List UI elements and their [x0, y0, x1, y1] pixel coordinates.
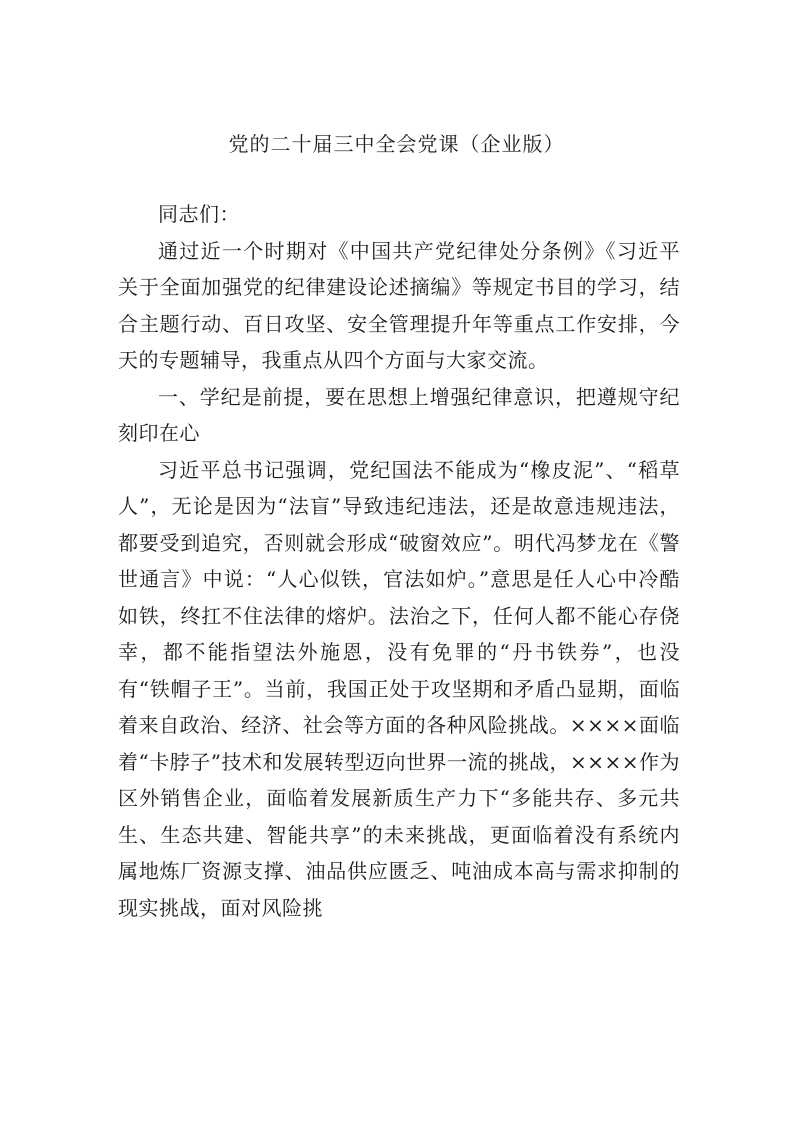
- section-heading-1: 一、学纪是前提，要在思想上增强纪律意识，把遵规守纪刻印在心: [118, 384, 680, 445]
- paragraph-intro: 通过近一个时期对《中国共产党纪律处分条例》《习近平关于全面加强党的纪律建设论述摘编》等规定书目的学习，结合主题行动、百日攻坚、安全管理提升年等重点工作安排，今天的专题辅导，我重点从四个方面与大家交流。: [118, 238, 680, 372]
- document-title: 党的二十届三中全会党课（企业版）: [228, 132, 565, 156]
- paragraph-salutation: 同志们：: [158, 202, 240, 226]
- document-body: [118, 196, 680, 926]
- paragraph-section-1: 习近平总书记强调，党纪国法不能成为“橡皮泥”、“稻草人”，无论是因为“法盲”导致违纪违法，还是故意违规违法，都要受到追究，否则就会形成“破窗效应”。明代冯梦龙在《警世通言》中说：“人心似铁，官法如炉。”意思是任人心中冷酷如铁，终扛不住法律的熔炉。法治之下，任何人都不能心存侥幸，都不能指望法外施恩，没有免罪的“丹书铁券”，也没有“铁帽子王”。当前，我国正处于攻坚期和矛盾凸显期，面临着来自政治、经济、社会等方面的各种风险挑战。××××面临着“卡脖子”技术和发展转型迈向世界一流的挑战，××××作为区外销售企业，面临着发展新质生产力下“多能共存、多元共生、生态共建、智能共享”的未来挑战，更面临着没有系统内属地炼厂资源支撑、油品供应匮乏、吨油成本高与需求抑制的现实挑战，面对风险挑: [118, 457, 680, 920]
